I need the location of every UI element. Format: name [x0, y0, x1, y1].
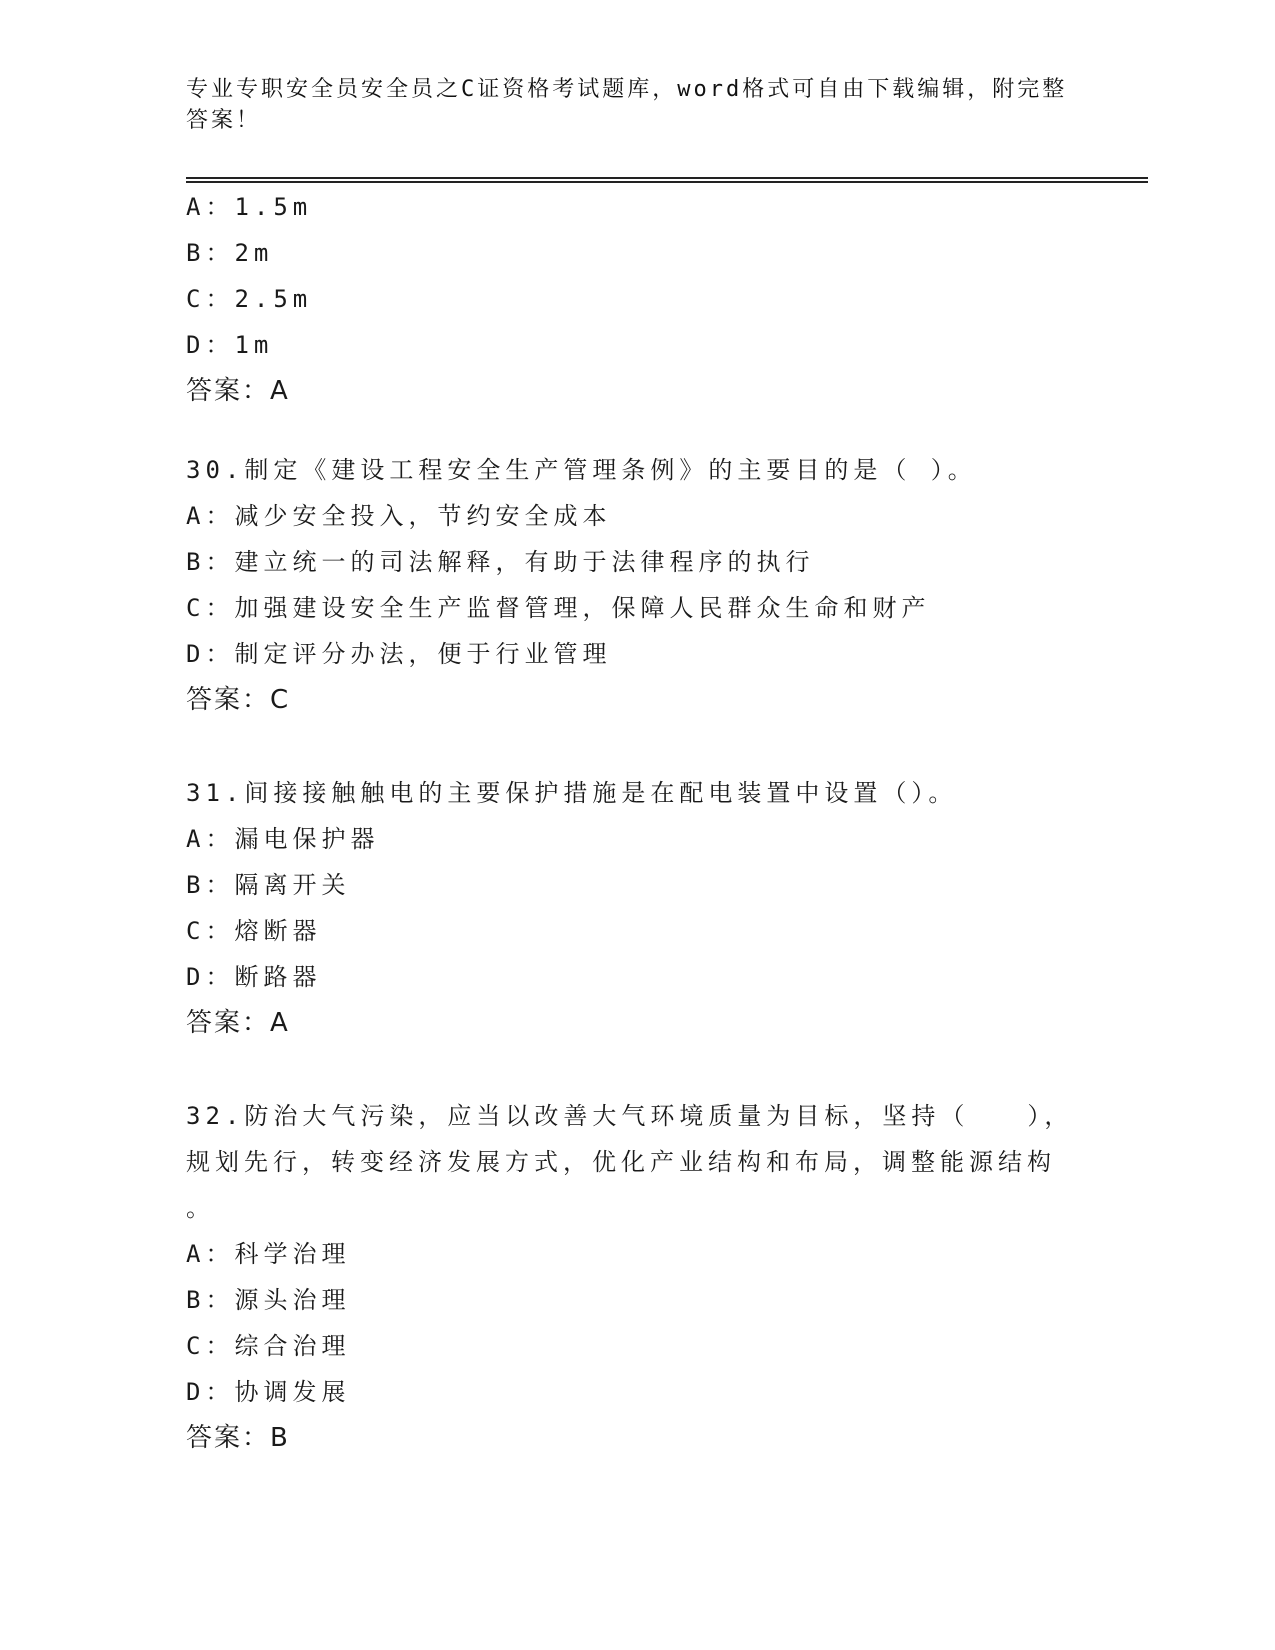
- question-31: [186, 770, 1086, 1046]
- answer-line: 答案：B: [186, 1423, 290, 1453]
- header-title-line-2: 答案！: [186, 108, 262, 133]
- header-title-line-1: 专业专职安全员安全员之C证资格考试题库，word格式可自由下载编辑，附完整: [186, 77, 1068, 102]
- option-b: B：2m: [186, 239, 274, 267]
- option-c: C：加强建设安全生产监督管理，保障人民群众生命和财产: [186, 594, 931, 622]
- option-c: C：熔断器: [186, 917, 322, 945]
- option-a: A：减少安全投入，节约安全成本: [186, 502, 612, 530]
- question-stem: 31.间接接触触电的主要保护措施是在配电装置中设置（）。: [186, 779, 958, 807]
- question-32: [186, 1093, 1086, 1461]
- document-header: [186, 74, 1086, 136]
- question-stem-line-3: 。: [186, 1194, 215, 1222]
- option-d: D：断路器: [186, 963, 322, 991]
- option-a: A：漏电保护器: [186, 825, 380, 853]
- answer-line: 答案：C: [186, 685, 291, 715]
- question-stem-line-2: 规划先行，转变经济发展方式，优化产业结构和布局，调整能源结构: [186, 1148, 1056, 1176]
- option-d: D：制定评分办法，便于行业管理: [186, 640, 612, 668]
- answer-line: 答案：A: [186, 1008, 290, 1038]
- option-c: C：综合治理: [186, 1332, 351, 1360]
- question-stem-line-1: 32.防治大气污染，应当以改善大气环境质量为目标，坚持（ ），: [186, 1102, 1074, 1130]
- answer-line: 答案：A: [186, 376, 290, 406]
- option-d: D：协调发展: [186, 1378, 351, 1406]
- header-divider-bottom: [186, 181, 1148, 183]
- option-a: A：科学治理: [186, 1240, 351, 1268]
- option-d: D：1m: [186, 331, 274, 359]
- question-29-continuation: [186, 184, 1086, 414]
- option-c: C：2.5m: [186, 285, 313, 313]
- option-a: A：1.5m: [186, 193, 313, 221]
- option-b: B：建立统一的司法解释，有助于法律程序的执行: [186, 548, 815, 576]
- question-stem: 30.制定《建设工程安全生产管理条例》的主要目的是（ ）。: [186, 456, 977, 484]
- question-30: [186, 447, 1086, 723]
- option-b: B：源头治理: [186, 1286, 351, 1314]
- option-b: B：隔离开关: [186, 871, 351, 899]
- header-divider-top: [186, 177, 1148, 179]
